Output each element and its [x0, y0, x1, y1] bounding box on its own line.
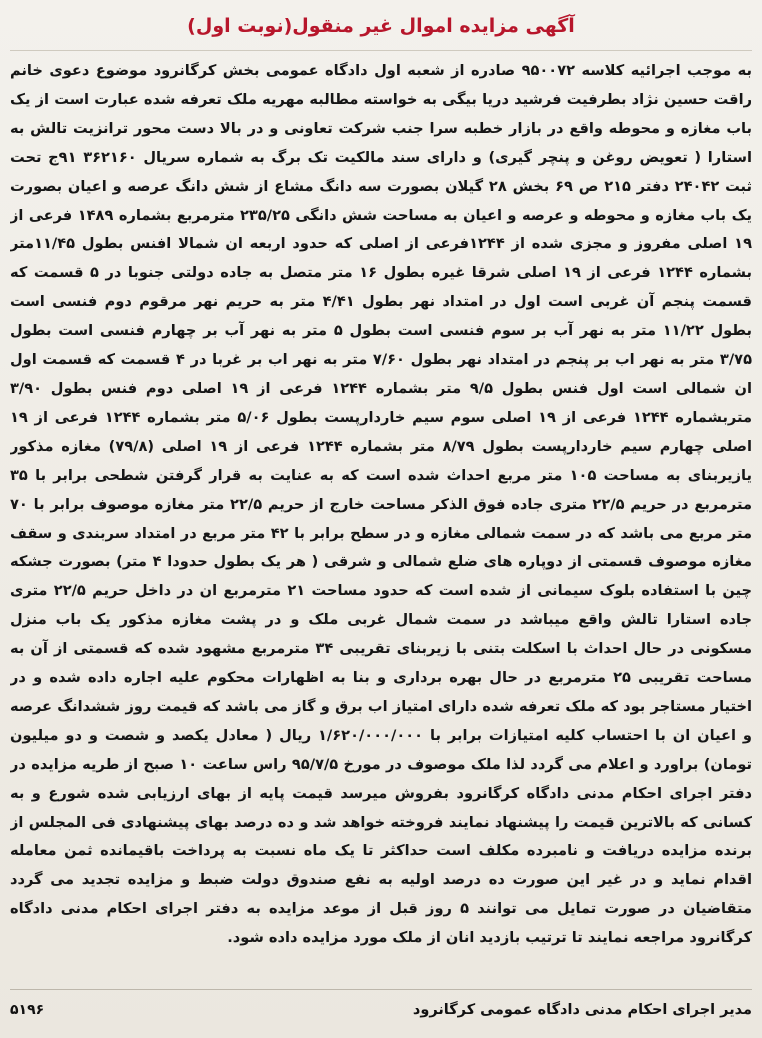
notice-body	[10, 57, 752, 957]
notice-title: آگهی مزایده اموال غیر منقول(نوبت اول)	[187, 15, 575, 37]
notice-ad-code: ۵۱۹۶	[10, 1002, 45, 1018]
notice-header	[10, 6, 752, 51]
notice-body-paragraph: به موجب اجرائیه کلاسه ۹۵۰۰۷۲ صادره از شعبه اول دادگاه عمومی بخش کرگانرود موضوع دعوی خانم راقت حسین نژاد بطرفیت فرشید دریا بیگی به خواسته مطالبه مهریه ملک تعرفه شده عبارت است از یک باب مغازه و محوطه واقع در بازار خطبه سرا جنب شرکت تعاونی و در بالا دست محور ترانزیت تالش به استارا ( تعویض روغن و پنچر گیری) و دارای سند مالکیت تک برگ به شماره سریال ۳۶۲۱۶۰ ۹۱ج تحت ثبت ۲۴۰۴۲ دفتر ۲۱۵ ص ۶۹ بخش ۲۸ گیلان بصورت سه دانگ مشاع از شش دانگ عرصه و اعیان بصورت یک باب مغازه و محوطه و عرصه و اعیان به مساحت شش دانگی ۲۳۵/۲۵ مترمربع بشماره ۱۴۸۹ فرعی از ۱۹ اصلی مفروز و مجزی شده از ۱۲۴۴فرعی از اصلی که حدود اربعه ان شمالا افنس بطول ۱۱/۴۵متر بشماره ۱۲۴۴ فرعی از ۱۹ اصلی شرقا غیره بطول ۱۶ متر متصل به جاده دولتی جنوبا در ۵ قسمت که قسمت پنجم آن غربی است اول در امتداد نهر بطول ۴/۴۱ متر به حریم نهر مرقوم دوم فنسی است بطول ۱۱/۲۲ متر به نهر آب بر سوم فنسی است بطول ۵ متر به نهر آب بر چهارم فنسی است بطول ۳/۷۵ متر به نهر اب بر پنجم در امتداد نهر بطول ۷/۶۰ متر به نهر اب بر غربا در ۴ قسمت که قسمت اول ان شمالی است اول فنس بطول ۹/۵ متر بشماره ۱۲۴۴ فرعی از ۱۹ اصلی دوم فنس بطول ۳/۹۰ متربشماره ۱۲۴۴ فرعی از ۱۹ اصلی سوم سیم خاردارپست بطول ۵/۰۶ متر بشماره ۱۲۴۴ فرعی از ۱۹ اصلی چهارم سیم خاردارپست بطول ۸/۷۹ متر بشماره ۱۲۴۴ فرعی از ۱۹ اصلی (۷۹/۸) مغازه مذکور یازیربنای به مساحت ۱۰۵ متر مربع احداث شده است که به عنایت به قرار گرفتن شطحی برابر با ۳۵ مترمربع در حریم ۲۲/۵ متری جاده فوق الذکر مساحت خارج از حریم ۲۲/۵ متر مغازه موصوف برابر با ۷۰ متر مربع می باشد که در سمت شمالی مغازه و در سطح برابر با ۴۲ متر مربع در امتداد سربندی و سقف مغازه موصوف قسمتی از دوپاره های ضلع شمالی و شرقی ( هر یک بطول حدودا ۴ متر) بصورت جشکه چین با استفاده بلوک سیمانی از شده است که حدود مساحت ۲۱ مترمربع ان در داخل حریم ۲۲/۵ متری جاده استارا تالش واقع میباشد در سمت شمال غربی ملک و در پشت مغازه مذکور یک باب منزل مسکونی در حال احداث با اسکلت بتنی با زیربنای تقریبی ۳۴ مترمربع مشهود شده که قسمتی از آن به مساحت تقریبی ۲۵ مترمربع در حال بهره برداری و بنا به اظهارات محکوم علیه اجاره داده شده و در اختیار مستاجر بود که ملک تعرفه شده دارای امتیاز اب برق و گاز می باشد که قیمت روز ششدانگ عرصه و اعیان ان با احتساب کلیه امتیازات برابر با ۱/۶۲۰/۰۰۰/۰۰۰ ریال ( معادل یکصد و شصت و دو میلیون تومان) براورد و اعلام می گردد لذا ملک موصوف در مورخ ۹۵/۷/۵ راس ساعت ۱۰ صبح از طریه مزایده در دفتر اجرای احکام مدنی دادگاه کرگانرود بفروش میرسد قیمت پایه از بهای ارزیابی شده شورع و به کسانی که بالاترین قیمت را پیشنهاد نمایند فروخته خواهد شد و ده درصد بهای پیشنهادی فی المجلس از برنده مزایده دریافت و نامبرده مکلف است حداکثر تا یک ماه نسبت به پرداخت باقیمانده ثمن معامله اقدام نماید و در غیر این صورت ده درصد اولیه به نفع صندوق دولت ضبط و مزایده تجدید می گردد متقاضیان در صورت تمایل می توانند ۵ روز قبل از موعد مزایده به دفتر اجرای احکام مدنی دادگاه کرگانرود مراجعه نمایند تا ترتیب بازدید انان از ملک مورد مزایده داده شود.	[10, 62, 752, 947]
notice-footer	[10, 989, 752, 1030]
notice-signature: مدیر اجرای احکام مدنی دادگاه عمومی کرگانرود	[412, 1002, 752, 1018]
